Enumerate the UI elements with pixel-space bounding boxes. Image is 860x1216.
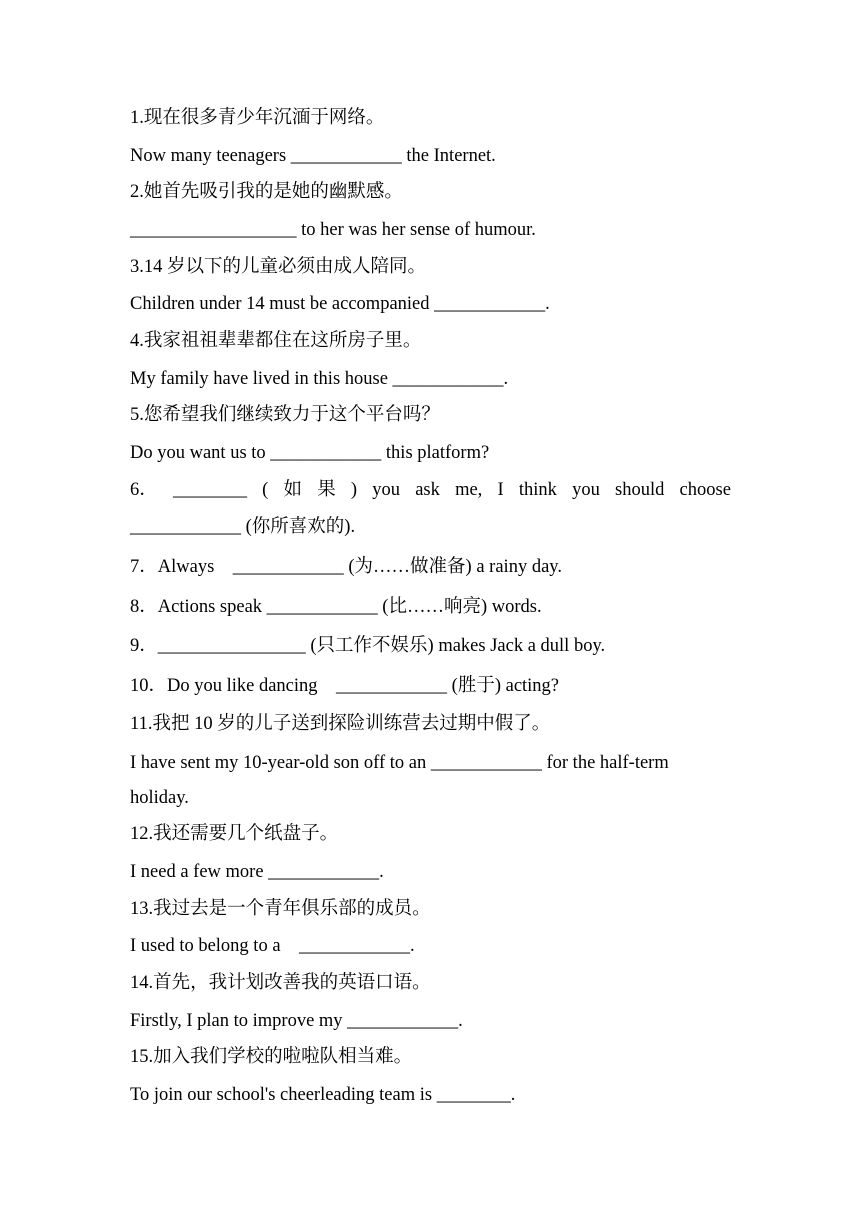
word: choose (679, 480, 731, 500)
question-number: 5. (130, 405, 144, 425)
word: 果 (317, 480, 336, 500)
question-2-sentence: __________________ to her was her sense of humour. (130, 220, 536, 240)
question-3-prompt (130, 255, 731, 279)
question-number: 14. (130, 973, 154, 993)
question-6-line-2: ____________ (你所喜欢的). (130, 517, 356, 537)
question-chinese: 您希望我们继续致力于这个平台吗？ (143, 405, 440, 425)
question-chinese: 加入我们学校的啦啦队相当难。 (153, 1047, 413, 1067)
question-number: 1. (130, 108, 144, 128)
word: ask (415, 480, 440, 500)
question-7-sentence: 7．Always ____________ (为……做准备) a rainy day. (130, 557, 562, 577)
question-3-sentence: Children under 14 must be accompanied ____________. (130, 294, 550, 314)
question-15-sentence: To join our school's cheerleading team is ________. (130, 1085, 516, 1105)
question-chinese: 我把 10 岁的儿子送到探险训练营去过期中假了。 (152, 714, 551, 734)
word: you (372, 480, 401, 500)
question-number: 4. (130, 331, 144, 351)
question-4-sentence: My family have lived in this house ____________. (130, 369, 509, 389)
answer-blank: ________ (172, 480, 247, 500)
question-number: 12. (130, 824, 154, 844)
word: 如 (283, 480, 303, 500)
question-chinese: 我过去是一个青年俱乐部的成员。 (153, 899, 431, 919)
question-11-sentence-line-2: holiday. (130, 788, 189, 808)
word: should (615, 480, 665, 500)
question-14-sentence: Firstly, I plan to improve my ____________. (130, 1011, 463, 1031)
question-11-sentence-line-1: I have sent my 10-year-old son off to an ____________ for the half-term (130, 753, 669, 773)
word: 6． (130, 480, 158, 500)
word: me, (455, 480, 483, 500)
question-number: 3. (130, 257, 144, 277)
question-5-prompt (130, 403, 731, 427)
question-5-sentence: Do you want us to ____________ this platform? (130, 443, 490, 463)
word: I (497, 480, 504, 500)
question-9-sentence: 9．________________ (只工作不娱乐) makes Jack a dull boy. (130, 636, 606, 656)
question-number: 15. (130, 1047, 154, 1067)
question-chinese: 首先，我计划改善我的英语口语。 (153, 973, 431, 993)
question-1-prompt (130, 106, 731, 130)
question-chinese: 现在很多青少年沉湎于网络。 (143, 108, 385, 128)
question-6-line-1 (130, 478, 731, 502)
question-11-prompt (130, 712, 731, 736)
word: ) (350, 480, 358, 500)
question-number: 13. (130, 899, 154, 919)
question-1-sentence: Now many teenagers ____________ the Internet. (130, 146, 496, 166)
question-13-prompt (130, 897, 731, 921)
question-chinese: 14 岁以下的儿童必须由成人陪同。 (143, 257, 427, 277)
question-12-sentence: I need a few more ____________. (130, 862, 384, 882)
question-2-prompt (130, 180, 731, 204)
word: you (572, 480, 600, 500)
question-15-prompt (130, 1045, 731, 1069)
question-chinese: 我家祖祖辈辈都住在这所房子里。 (143, 331, 422, 351)
question-13-sentence: I used to belong to a ____________. (130, 936, 415, 956)
word: think (518, 480, 557, 500)
question-number: 11. (130, 714, 153, 734)
word: ( (262, 480, 269, 500)
question-8-sentence: 8．Actions speak ____________ (比……响亮) words. (130, 597, 542, 617)
question-12-prompt (130, 822, 731, 846)
question-14-prompt (130, 971, 731, 995)
question-chinese: 我还需要几个纸盘子。 (153, 824, 339, 844)
question-number: 2. (130, 182, 144, 202)
question-10-sentence: 10．Do you like dancing ____________ (胜于) acting? (130, 676, 560, 696)
question-chinese: 她首先吸引我的是她的幽默感。 (143, 182, 403, 202)
question-4-prompt (130, 329, 731, 353)
